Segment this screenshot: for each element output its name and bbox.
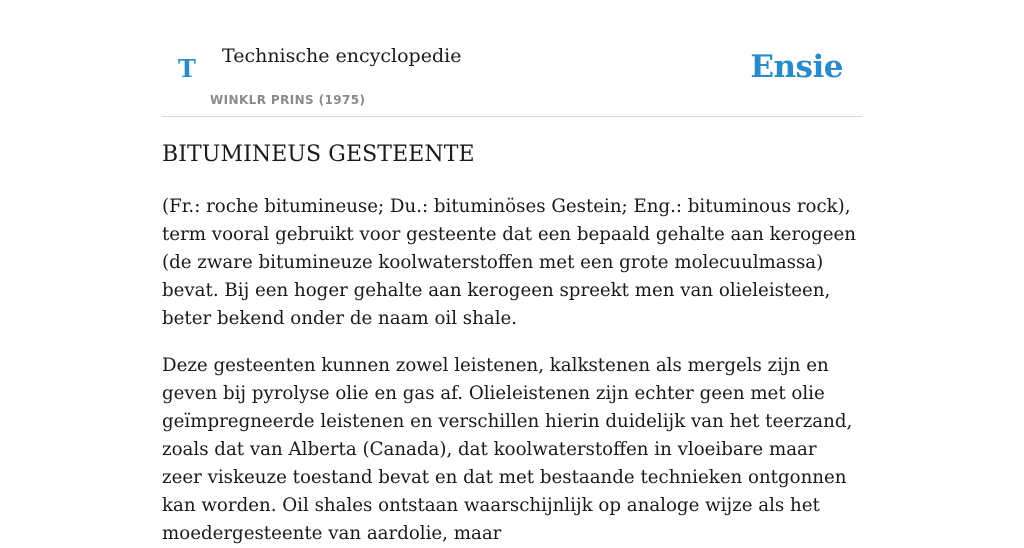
book-logo[interactable]: T xyxy=(178,54,196,83)
article xyxy=(162,140,862,548)
book-title-link[interactable]: Technische encyclopedie xyxy=(222,45,462,67)
article-paragraph: (Fr.: roche bitumineuse; Du.: bituminöses Gestein; Eng.: bituminous rock), term vooral gebruikt voor gesteente dat een bepaald gehalte aan kerogeen (de zware bitumineuze koolwaterstoffen met een grote molecuulmassa) bevat. Bij een hoger gehalte aan kerogeen spreekt men van olieleisteen, beter bekend onder de naam oil shale. xyxy=(162,196,856,329)
article-title: BITUMINEUS GESTEENTE xyxy=(162,142,475,167)
book-subtitle: WINKLR PRINS (1975) xyxy=(210,93,366,107)
article-paragraph: Deze gesteenten kunnen zowel leistenen, kalkstenen als mergels zijn en geven bij pyrolyse olie en gas af. Olieleistenen zijn echter geen met olie geïmpregneerde leistenen en verschillen hierin duidelijk van het teerzand, zoals dat van Alberta (Canada), dat koolwaterstoffen in vloeibare maar zeer viskeuze toestand bevat en dat met bestaande technieken ontgonnen kan worden. Oil shales ontstaan waarschijnlijk op analoge wijze als het moedergesteente van aardolie, maar xyxy=(162,355,853,544)
header xyxy=(162,0,862,117)
brand-logo[interactable]: Ensie xyxy=(750,49,843,85)
